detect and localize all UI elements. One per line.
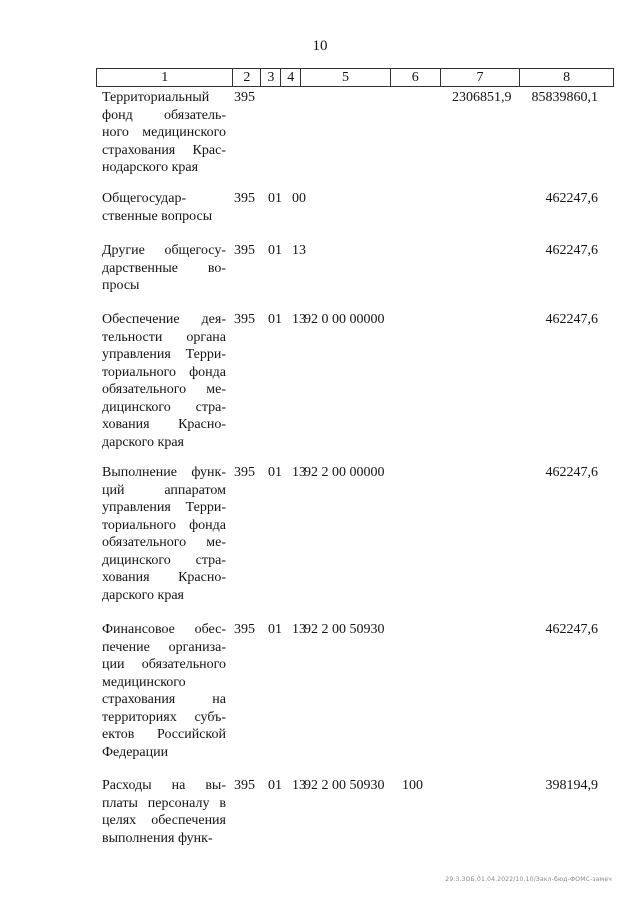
row-c3-cell: 01	[268, 191, 282, 206]
header-cell: 5	[301, 69, 391, 86]
row-name-line: управления Терри-	[102, 347, 226, 362]
row-name-line: ториального фонда	[102, 517, 226, 533]
row-name	[102, 242, 226, 295]
row-name-line: ции обязательного	[102, 657, 226, 672]
row-name-line: просы	[102, 278, 140, 293]
row-c4-cell: 13	[292, 465, 306, 480]
row-name-line: Расходы на вы-	[102, 778, 226, 793]
row-c7-cell: 2306851,9	[452, 90, 512, 105]
row-name	[102, 89, 226, 177]
row-name-line: Федерации	[102, 744, 169, 760]
row-c4-cell: 13	[292, 312, 306, 327]
row-name-line: страхования на	[102, 692, 226, 707]
row-c4-cell: 13	[292, 622, 306, 637]
row-name-line: обязательного ме-	[102, 382, 226, 397]
row-name-line: Другие общегосу-	[102, 243, 226, 258]
row-name-line: печение организа-	[102, 639, 226, 655]
row-c3-cell: 01	[268, 778, 282, 793]
row-c8-cell: 85839860,1	[531, 90, 598, 105]
row-c4-cell: 00	[292, 191, 306, 206]
row-c2-cell: 395	[234, 243, 255, 258]
row-c2-cell: 395	[234, 778, 255, 793]
row-name-line: дарского края	[102, 434, 184, 450]
table-header-row	[96, 68, 614, 87]
header-cell: 3	[261, 69, 281, 86]
row-name-line: нодарского края	[102, 160, 199, 175]
header-cell: 8	[563, 70, 571, 85]
row-name	[102, 311, 226, 451]
row-c5-cell: 92 2 00 00000	[304, 465, 385, 480]
row-name-line: целях обеспечения	[102, 813, 226, 828]
document-footer: 29.3.ЗОБ.01.04.2022/10.10/Закл-бюд-ФОМС-замеч	[445, 876, 612, 883]
row-name-line: Обеспечение дея-	[102, 312, 226, 327]
row-name-line: ственные вопросы	[102, 208, 213, 224]
row-name	[102, 190, 226, 225]
row-name-line: медицинского	[102, 674, 186, 690]
row-c2-cell: 395	[234, 191, 255, 206]
row-name-line: Финансовое обес-	[102, 622, 226, 637]
row-c4-cell: 13	[292, 778, 306, 793]
row-name-line: дарственные во-	[102, 260, 226, 276]
row-c3-cell: 01	[268, 312, 282, 327]
row-name-line: платы персоналу в	[102, 795, 226, 811]
row-name-line: хования Красно-	[102, 570, 226, 585]
row-name-line: Территориальный	[102, 90, 210, 105]
row-c6-cell: 100	[402, 778, 423, 793]
row-name-line: выполнения функ-	[102, 830, 213, 846]
row-c2-cell: 395	[234, 622, 255, 637]
row-name-line: ций аппаратом	[102, 482, 226, 498]
page-number: 10	[312, 38, 328, 54]
row-name-line: ториального фонда	[102, 364, 226, 380]
header-cell: 7	[441, 69, 521, 86]
header-cell: 2	[233, 69, 261, 86]
row-name-line: фонд обязатель-	[102, 107, 226, 123]
row-name-line: территориях субъ-	[102, 709, 226, 725]
row-name-line: ектов Российской	[102, 727, 226, 742]
row-name-line: тельности органа	[102, 329, 226, 345]
row-name-line: дицинского стра-	[102, 552, 226, 568]
row-name-line: ного медицинского	[102, 125, 226, 140]
row-c5-cell: 92 2 00 50930	[304, 622, 385, 637]
row-name-line: дарского края	[102, 587, 184, 603]
header-cell: 1	[97, 69, 233, 86]
row-c8-cell: 462247,6	[545, 312, 598, 327]
row-c5-cell: 92 2 00 50930	[304, 778, 385, 793]
row-c2-cell: 395	[234, 312, 255, 327]
row-c8-cell: 462247,6	[545, 465, 598, 480]
row-name	[102, 621, 226, 761]
row-c3-cell: 01	[268, 465, 282, 480]
row-c3-cell: 01	[268, 243, 282, 258]
row-name-line: страхования Крас-	[102, 142, 226, 158]
row-c8-cell: 462247,6	[545, 622, 598, 637]
row-c4-cell: 13	[292, 243, 306, 258]
row-c8-cell: 462247,6	[545, 191, 598, 206]
row-c8-cell: 398194,9	[545, 778, 598, 793]
row-name-line: хования Красно-	[102, 417, 226, 432]
header-cell: 4	[281, 69, 301, 86]
row-name	[102, 464, 226, 604]
row-name-line: обязательного ме-	[102, 535, 226, 550]
row-name-line: управления Терри-	[102, 500, 226, 515]
header-cell: 6	[391, 69, 441, 86]
row-name-line: Выполнение функ-	[102, 465, 226, 480]
row-name	[102, 777, 226, 847]
row-c5-cell: 92 0 00 00000	[304, 312, 385, 327]
row-name-line: дицинского стра-	[102, 399, 226, 415]
row-c8-cell: 462247,6	[545, 243, 598, 258]
row-c2-cell: 395	[234, 90, 255, 105]
row-name-line: Общегосудар-	[102, 191, 187, 206]
row-c2-cell: 395	[234, 465, 255, 480]
row-c3-cell: 01	[268, 622, 282, 637]
